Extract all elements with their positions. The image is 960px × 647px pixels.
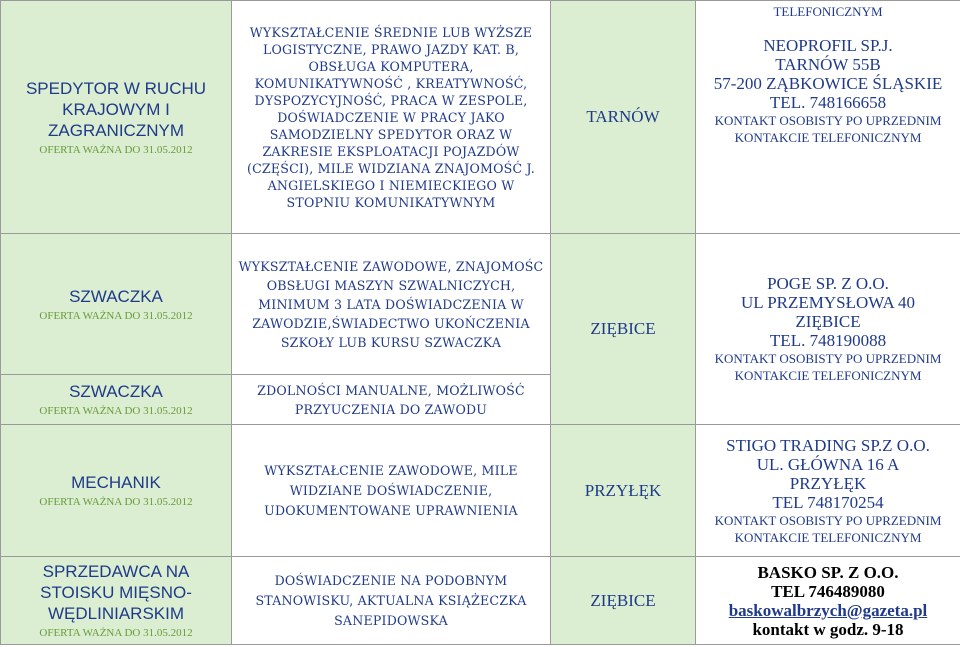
validity-note: OFERTA WAŻNA DO 31.05.2012 <box>39 627 193 639</box>
employer-contact: KONTAKT OSOBISTY PO UPRZEDNIM KONTAKCIE TELEFONICZNYM <box>714 512 942 545</box>
location-cell <box>551 1 696 234</box>
employer-cell <box>696 234 960 425</box>
employer-phone: TEL 746489080 <box>771 581 885 601</box>
location-text: ZIĘBICE <box>590 319 656 338</box>
employer-phone: TEL. 748190088 <box>769 331 887 350</box>
employer-address: UL PRZEMYSŁOWA 40 <box>740 293 916 312</box>
position-cell <box>1 425 232 557</box>
requirements-text: WYKSZTAŁCENIE ZAWODOWE, ZNAJOMOŚC OBSŁUGI MASZYN SZWALNICZYCH, MINIMUM 3 LATA DOŚWIADCZENIA W ZAWODZIE,ŚWIADECTWO UKOŃCZENIA SZKOŁY LUB KURSU SZWACZKA <box>238 258 544 350</box>
position-title: MECHANIK <box>71 473 161 492</box>
validity-note: OFERTA WAŻNA DO 31.05.2012 <box>39 405 193 417</box>
location-text: PRZYŁĘK <box>584 480 662 500</box>
employer-name: STIGO TRADING SP.Z O.O. <box>726 435 930 455</box>
position-cell <box>1 234 232 375</box>
location-text: TARNÓW <box>586 107 660 126</box>
employer-address: ZIĘBICE <box>795 312 861 331</box>
location-cell <box>551 234 696 425</box>
validity-note: OFERTA WAŻNA DO 31.05.2012 <box>39 143 193 156</box>
position-title: SPEDYTOR W RUCHU KRAJOWYM I ZAGRANICZNYM <box>25 78 207 140</box>
requirements-text: ZDOLNOŚCI MANUALNE, MOŻLIWOŚĆ PRZYUCZENIA DO ZAWODU <box>257 382 525 417</box>
position-title: SZWACZKA <box>69 286 163 306</box>
location-cell <box>551 557 696 645</box>
location-cell <box>551 425 696 557</box>
employer-phone: TEL. 748166658 <box>769 93 887 112</box>
employer-address: PRZYŁĘK <box>789 473 867 493</box>
validity-note: OFERTA WAŻNA DO 31.05.2012 <box>39 309 193 322</box>
employer-phone: TEL 748170254 <box>772 492 884 512</box>
validity-note: OFERTA WAŻNA DO 31.05.2012 <box>39 496 193 508</box>
employer-top-text: TELEFONICZNYM <box>773 4 883 19</box>
position-title: SZWACZKA <box>69 382 163 401</box>
employer-cell <box>696 557 960 645</box>
employer-email-link[interactable]: baskowalbrzych@gazeta.pl <box>728 600 928 620</box>
position-cell <box>1 557 232 645</box>
employer-contact: KONTAKT OSOBISTY PO UPRZEDNIM KONTAKCIE TELEFONICZNYM <box>714 351 942 383</box>
employer-hours: kontakt w godz. 9-18 <box>752 619 904 639</box>
employer-address: UL. GŁÓWNA 16 A <box>756 454 900 474</box>
position-cell <box>1 375 232 425</box>
requirements-text: WYKSZTAŁCENIE ŚREDNIE LUB WYŻSZE LOGISTYCZNE, PRAWO JAZDY KAT. B, OBSŁUGA KOMPUTERA, KOMUNIKATYWNOŚĆ , KREATYWNOŚĆ, DYSPOZYCYJNOŚĆ, PRACA W ZESPOLE, DOŚWIADCZENIE W PRACY JAKO SAMODZIELNY SPEDYTOR ORAZ W ZAKRESIE EKSPLOATACJI POJAZDÓW (CZĘŚCI), MILE WIDZIANA ZNAJOMOŚĆ J. ANGIELSKIEGO I NIEMIECKIEGO W STOPNIU KOMUNIKATYWNYM <box>246 24 536 210</box>
employer-contact: KONTAKT OSOBISTY PO UPRZEDNIM KONTAKCIE TELEFONICZNYM <box>714 113 942 145</box>
table-row <box>1 557 960 645</box>
position-title: SPRZEDAWCA NA STOISKU MIĘSNO-WĘDLINIARSKIM <box>40 562 192 623</box>
employer-name: POGE SP. Z O.O. <box>767 274 889 293</box>
employer-name: BASKO SP. Z O.O. <box>757 562 899 582</box>
table-row <box>1 425 960 557</box>
requirements-cell <box>232 425 551 557</box>
employer-address: TARNÓW 55B <box>775 55 881 74</box>
table-row <box>1 234 960 375</box>
requirements-text: DOŚWIADCZENIE NA PODOBNYM STANOWISKU, AKTUALNA KSIĄŻECZKA SANEPIDOWSKA <box>255 572 527 628</box>
requirements-cell <box>232 375 551 425</box>
table-row <box>1 1 960 234</box>
employer-address: 57-200 ZĄBKOWICE ŚLĄSKIE <box>713 74 943 93</box>
position-cell <box>1 1 232 234</box>
requirements-cell <box>232 557 551 645</box>
location-text: ZIĘBICE <box>590 590 656 610</box>
employer-name: NEOPROFIL SP.J. <box>763 36 893 55</box>
employer-cell <box>696 425 960 557</box>
requirements-text: WYKSZTAŁCENIE ZAWODOWE, MILE WIDZIANE DOŚWIADCZENIE, UDOKUMENTOWANE UPRAWNIENIA <box>264 462 518 518</box>
requirements-cell <box>232 1 551 234</box>
requirements-cell <box>232 234 551 375</box>
employer-cell <box>696 1 960 234</box>
